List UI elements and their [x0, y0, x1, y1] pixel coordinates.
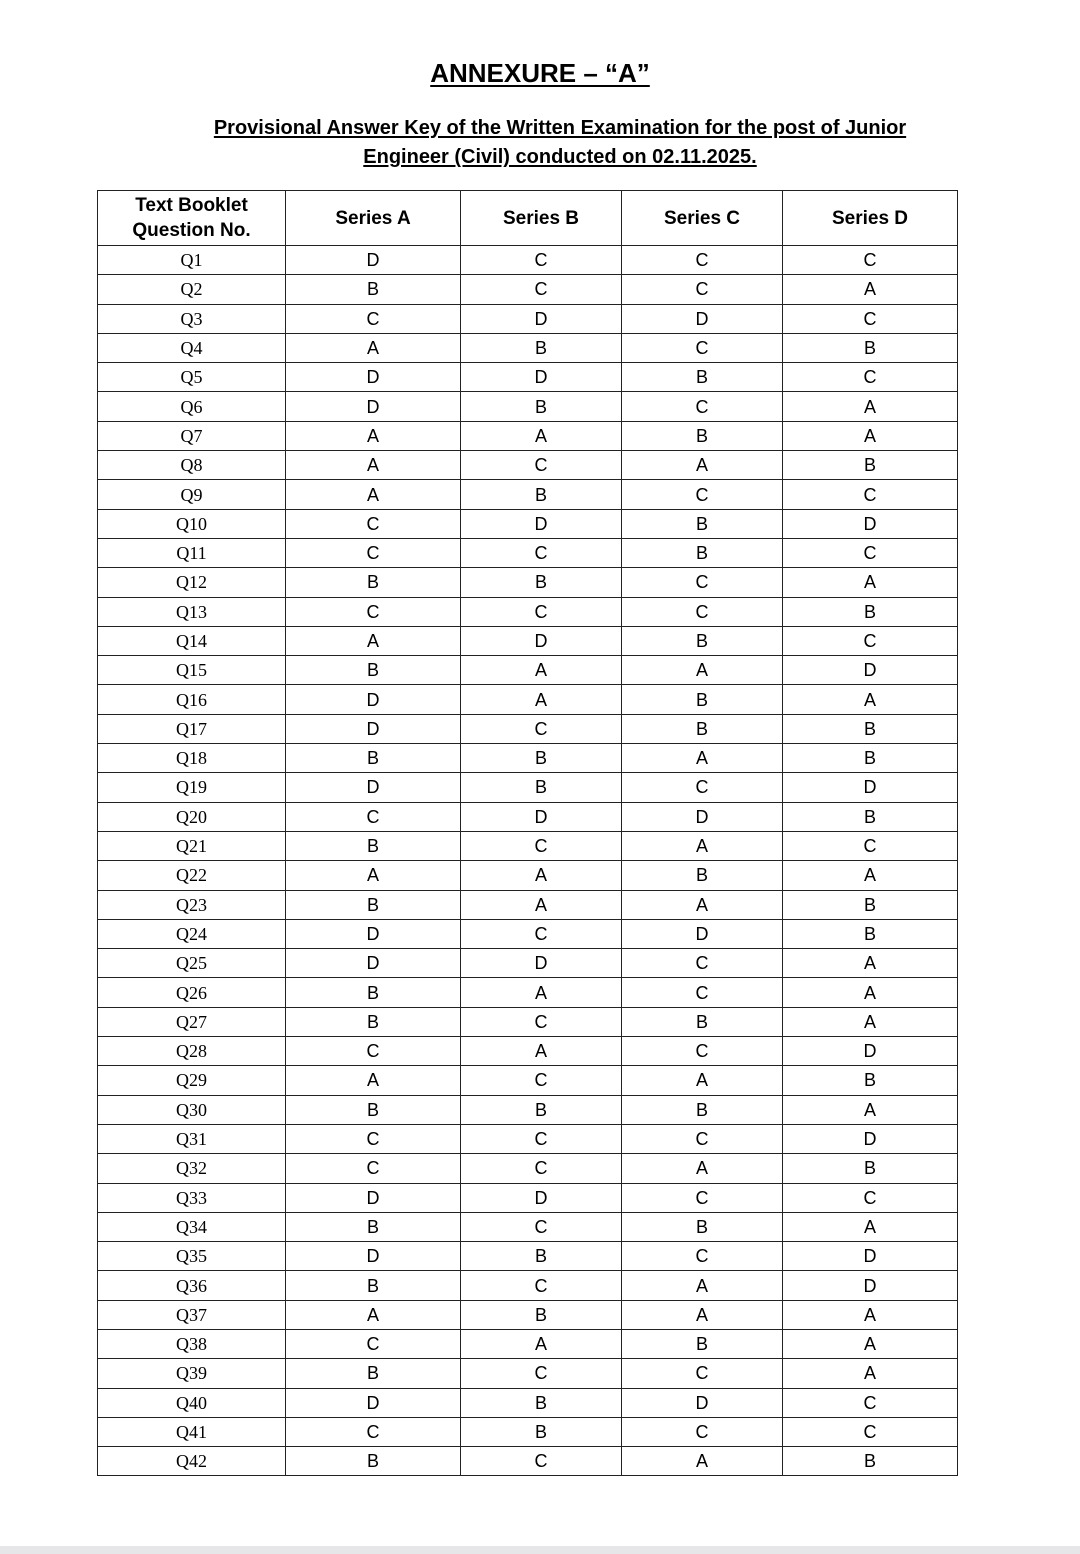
page-title: ANNEXURE – “A” [430, 58, 650, 88]
table-row [98, 421, 958, 450]
cell-series-a: B [286, 1359, 461, 1388]
table-row [98, 392, 958, 421]
cell-series-a: D [286, 773, 461, 802]
cell-question-no: Q24 [98, 919, 286, 948]
cell-series-c: C [622, 480, 783, 509]
cell-series-b: B [461, 1095, 622, 1124]
table-row [98, 1183, 958, 1212]
table-row [98, 275, 958, 304]
cell-series-d: C [783, 538, 958, 567]
table-row [98, 333, 958, 362]
cell-series-b: C [461, 919, 622, 948]
cell-series-a: D [286, 246, 461, 275]
answer-key-table [97, 190, 958, 1476]
cell-series-b: B [461, 392, 622, 421]
cell-series-b: D [461, 363, 622, 392]
subtitle-line-1: Provisional Answer Key of the Written Examination for the post of Junior [213, 117, 907, 139]
cell-series-c: B [622, 1329, 783, 1358]
cell-question-no: Q4 [98, 333, 286, 362]
cell-series-a: C [286, 1154, 461, 1183]
table-row [98, 919, 958, 948]
table-row [98, 538, 958, 567]
table-row [98, 451, 958, 480]
cell-question-no: Q28 [98, 1037, 286, 1066]
cell-series-d: C [783, 246, 958, 275]
cell-series-b: C [461, 831, 622, 860]
cell-series-b: C [461, 1124, 622, 1153]
table-row [98, 1242, 958, 1271]
table-row [98, 1300, 958, 1329]
cell-question-no: Q7 [98, 421, 286, 450]
cell-series-b: D [461, 304, 622, 333]
cell-series-c: C [622, 949, 783, 978]
cell-series-c: D [622, 304, 783, 333]
table-row [98, 831, 958, 860]
cell-series-a: A [286, 626, 461, 655]
cell-series-d: D [783, 1124, 958, 1153]
cell-series-a: D [286, 1388, 461, 1417]
cell-series-a: B [286, 831, 461, 860]
cell-series-a: C [286, 1417, 461, 1446]
cell-question-no: Q23 [98, 890, 286, 919]
cell-series-c: B [622, 861, 783, 890]
cell-question-no: Q16 [98, 685, 286, 714]
answer-rows [98, 246, 958, 1476]
cell-series-b: B [461, 1242, 622, 1271]
cell-question-no: Q30 [98, 1095, 286, 1124]
cell-series-c: C [622, 978, 783, 1007]
cell-question-no: Q34 [98, 1212, 286, 1241]
cell-series-b: C [461, 714, 622, 743]
cell-series-b: B [461, 480, 622, 509]
cell-series-a: D [286, 363, 461, 392]
cell-question-no: Q17 [98, 714, 286, 743]
cell-series-b: B [461, 333, 622, 362]
table-row [98, 363, 958, 392]
cell-series-c: C [622, 275, 783, 304]
table-row [98, 1271, 958, 1300]
cell-question-no: Q19 [98, 773, 286, 802]
cell-series-c: B [622, 685, 783, 714]
cell-series-a: D [286, 919, 461, 948]
table-row [98, 626, 958, 655]
cell-series-b: C [461, 1007, 622, 1036]
cell-series-a: D [286, 714, 461, 743]
cell-question-no: Q22 [98, 861, 286, 890]
cell-series-d: B [783, 1447, 958, 1476]
cell-series-c: B [622, 363, 783, 392]
cell-series-d: D [783, 773, 958, 802]
cell-series-a: B [286, 744, 461, 773]
cell-question-no: Q36 [98, 1271, 286, 1300]
cell-series-a: D [286, 1183, 461, 1212]
cell-series-c: C [622, 333, 783, 362]
table-row [98, 1154, 958, 1183]
cell-series-d: A [783, 1329, 958, 1358]
cell-series-c: A [622, 1271, 783, 1300]
cell-series-d: C [783, 480, 958, 509]
table-row [98, 1212, 958, 1241]
cell-series-b: A [461, 1329, 622, 1358]
cell-series-c: C [622, 773, 783, 802]
cell-question-no: Q21 [98, 831, 286, 860]
cell-series-c: B [622, 1212, 783, 1241]
cell-series-b: B [461, 773, 622, 802]
cell-series-d: A [783, 275, 958, 304]
cell-series-d: D [783, 1271, 958, 1300]
cell-series-a: B [286, 890, 461, 919]
cell-series-b: C [461, 275, 622, 304]
cell-series-d: B [783, 1154, 958, 1183]
cell-series-c: A [622, 1300, 783, 1329]
cell-question-no: Q15 [98, 656, 286, 685]
cell-series-b: A [461, 1037, 622, 1066]
cell-question-no: Q2 [98, 275, 286, 304]
cell-series-c: C [622, 246, 783, 275]
subtitle-line-2: Engineer (Civil) conducted on 02.11.2025. [363, 146, 757, 168]
table-row [98, 1037, 958, 1066]
document-subtitle [150, 114, 970, 172]
cell-series-d: A [783, 392, 958, 421]
cell-question-no: Q32 [98, 1154, 286, 1183]
cell-series-d: A [783, 685, 958, 714]
cell-series-b: D [461, 1183, 622, 1212]
cell-series-a: A [286, 1300, 461, 1329]
cell-series-a: B [286, 656, 461, 685]
cell-series-b: B [461, 1300, 622, 1329]
cell-series-a: B [286, 568, 461, 597]
cell-series-d: A [783, 1212, 958, 1241]
cell-question-no: Q42 [98, 1447, 286, 1476]
cell-series-c: A [622, 890, 783, 919]
cell-series-d: A [783, 1095, 958, 1124]
cell-series-d: D [783, 1037, 958, 1066]
cell-series-c: C [622, 1417, 783, 1446]
cell-question-no: Q27 [98, 1007, 286, 1036]
cell-series-d: B [783, 597, 958, 626]
cell-question-no: Q35 [98, 1242, 286, 1271]
cell-series-a: C [286, 538, 461, 567]
cell-series-b: A [461, 890, 622, 919]
cell-series-c: B [622, 421, 783, 450]
cell-series-d: A [783, 861, 958, 890]
cell-series-c: C [622, 1124, 783, 1153]
cell-series-c: D [622, 919, 783, 948]
cell-series-d: B [783, 333, 958, 362]
cell-question-no: Q6 [98, 392, 286, 421]
cell-series-a: C [286, 1329, 461, 1358]
cell-series-b: D [461, 949, 622, 978]
cell-question-no: Q41 [98, 1417, 286, 1446]
table-row [98, 246, 958, 275]
cell-series-c: A [622, 744, 783, 773]
table-row [98, 656, 958, 685]
cell-series-a: D [286, 392, 461, 421]
cell-series-d: B [783, 802, 958, 831]
cell-series-c: B [622, 538, 783, 567]
cell-series-a: C [286, 1124, 461, 1153]
cell-series-b: C [461, 1447, 622, 1476]
cell-series-a: D [286, 1242, 461, 1271]
cell-series-a: B [286, 978, 461, 1007]
cell-question-no: Q20 [98, 802, 286, 831]
cell-question-no: Q13 [98, 597, 286, 626]
cell-series-b: C [461, 1359, 622, 1388]
cell-series-d: D [783, 1242, 958, 1271]
cell-series-d: B [783, 919, 958, 948]
table-row [98, 773, 958, 802]
cell-series-b: B [461, 1388, 622, 1417]
cell-series-c: A [622, 1447, 783, 1476]
cell-series-b: C [461, 1154, 622, 1183]
cell-series-a: C [286, 1037, 461, 1066]
header-series-a: Series A [286, 191, 461, 246]
cell-question-no: Q5 [98, 363, 286, 392]
cell-question-no: Q9 [98, 480, 286, 509]
table-row [98, 597, 958, 626]
table-row [98, 685, 958, 714]
cell-series-d: B [783, 744, 958, 773]
cell-series-c: B [622, 1095, 783, 1124]
table-row [98, 949, 958, 978]
cell-series-c: C [622, 1359, 783, 1388]
cell-series-d: C [783, 1388, 958, 1417]
cell-series-b: C [461, 451, 622, 480]
cell-series-a: A [286, 421, 461, 450]
cell-series-a: D [286, 685, 461, 714]
header-row [98, 191, 958, 246]
table-row [98, 1124, 958, 1153]
table-row [98, 1388, 958, 1417]
header-series-d: Series D [783, 191, 958, 246]
cell-series-c: A [622, 831, 783, 860]
table-row [98, 890, 958, 919]
cell-series-d: A [783, 978, 958, 1007]
cell-series-c: C [622, 1183, 783, 1212]
cell-series-a: B [286, 275, 461, 304]
cell-question-no: Q3 [98, 304, 286, 333]
table-row [98, 568, 958, 597]
cell-series-a: C [286, 802, 461, 831]
cell-series-d: B [783, 1066, 958, 1095]
cell-series-b: A [461, 685, 622, 714]
cell-series-c: B [622, 509, 783, 538]
cell-series-c: D [622, 1388, 783, 1417]
cell-series-a: B [286, 1007, 461, 1036]
cell-series-d: C [783, 363, 958, 392]
cell-series-b: C [461, 597, 622, 626]
cell-series-b: A [461, 861, 622, 890]
cell-question-no: Q18 [98, 744, 286, 773]
cell-series-d: D [783, 509, 958, 538]
cell-question-no: Q25 [98, 949, 286, 978]
cell-series-c: A [622, 1154, 783, 1183]
cell-question-no: Q10 [98, 509, 286, 538]
cell-series-b: C [461, 1066, 622, 1095]
cell-series-d: C [783, 626, 958, 655]
table-row [98, 802, 958, 831]
table-row [98, 861, 958, 890]
cell-series-b: A [461, 978, 622, 1007]
cell-question-no: Q11 [98, 538, 286, 567]
cell-series-b: B [461, 568, 622, 597]
table-row [98, 1066, 958, 1095]
cell-series-c: C [622, 1037, 783, 1066]
cell-series-c: B [622, 626, 783, 655]
cell-question-no: Q14 [98, 626, 286, 655]
cell-series-b: D [461, 509, 622, 538]
cell-series-d: C [783, 304, 958, 333]
cell-series-c: B [622, 714, 783, 743]
cell-series-a: B [286, 1271, 461, 1300]
cell-series-a: C [286, 597, 461, 626]
cell-series-a: A [286, 480, 461, 509]
cell-series-d: A [783, 568, 958, 597]
table-row [98, 1095, 958, 1124]
cell-series-b: D [461, 626, 622, 655]
header-question-no: Text Booklet Question No. [98, 191, 286, 246]
cell-series-a: C [286, 509, 461, 538]
cell-series-d: B [783, 714, 958, 743]
cell-series-a: A [286, 333, 461, 362]
cell-question-no: Q33 [98, 1183, 286, 1212]
cell-series-a: A [286, 1066, 461, 1095]
cell-series-c: C [622, 392, 783, 421]
cell-series-c: D [622, 802, 783, 831]
header-series-b: Series B [461, 191, 622, 246]
cell-question-no: Q29 [98, 1066, 286, 1095]
cell-series-d: A [783, 1300, 958, 1329]
cell-series-a: B [286, 1212, 461, 1241]
cell-series-d: B [783, 451, 958, 480]
cell-series-b: C [461, 1212, 622, 1241]
cell-series-c: C [622, 568, 783, 597]
cell-question-no: Q40 [98, 1388, 286, 1417]
cell-series-b: C [461, 1271, 622, 1300]
cell-series-b: B [461, 744, 622, 773]
cell-series-a: A [286, 861, 461, 890]
cell-series-b: B [461, 1417, 622, 1446]
cell-question-no: Q37 [98, 1300, 286, 1329]
cell-series-d: C [783, 1183, 958, 1212]
table-row [98, 480, 958, 509]
cell-question-no: Q8 [98, 451, 286, 480]
cell-series-b: C [461, 246, 622, 275]
cell-series-c: C [622, 597, 783, 626]
cell-question-no: Q39 [98, 1359, 286, 1388]
cell-series-b: A [461, 656, 622, 685]
cell-series-d: A [783, 1359, 958, 1388]
table-row [98, 1417, 958, 1446]
cell-question-no: Q38 [98, 1329, 286, 1358]
cell-series-c: A [622, 451, 783, 480]
cell-question-no: Q26 [98, 978, 286, 1007]
cell-series-d: C [783, 831, 958, 860]
cell-series-a: A [286, 451, 461, 480]
cell-series-a: B [286, 1447, 461, 1476]
table-row [98, 1447, 958, 1476]
footer-bar [0, 1546, 1080, 1554]
cell-series-d: C [783, 1417, 958, 1446]
table-row [98, 509, 958, 538]
table-row [98, 744, 958, 773]
cell-series-c: B [622, 1007, 783, 1036]
cell-series-d: A [783, 1007, 958, 1036]
cell-series-d: A [783, 949, 958, 978]
cell-series-c: C [622, 1242, 783, 1271]
header-series-c: Series C [622, 191, 783, 246]
cell-series-b: C [461, 538, 622, 567]
cell-series-d: A [783, 421, 958, 450]
cell-series-b: A [461, 421, 622, 450]
cell-series-a: C [286, 304, 461, 333]
table-row [98, 978, 958, 1007]
table-row [98, 1329, 958, 1358]
table-row [98, 304, 958, 333]
table-row [98, 1359, 958, 1388]
cell-series-a: D [286, 949, 461, 978]
cell-series-c: A [622, 1066, 783, 1095]
cell-question-no: Q31 [98, 1124, 286, 1153]
cell-series-d: D [783, 656, 958, 685]
table-row [98, 1007, 958, 1036]
table-row [98, 714, 958, 743]
cell-series-a: B [286, 1095, 461, 1124]
cell-series-c: A [622, 656, 783, 685]
cell-series-d: B [783, 890, 958, 919]
cell-question-no: Q12 [98, 568, 286, 597]
cell-series-b: D [461, 802, 622, 831]
cell-question-no: Q1 [98, 246, 286, 275]
